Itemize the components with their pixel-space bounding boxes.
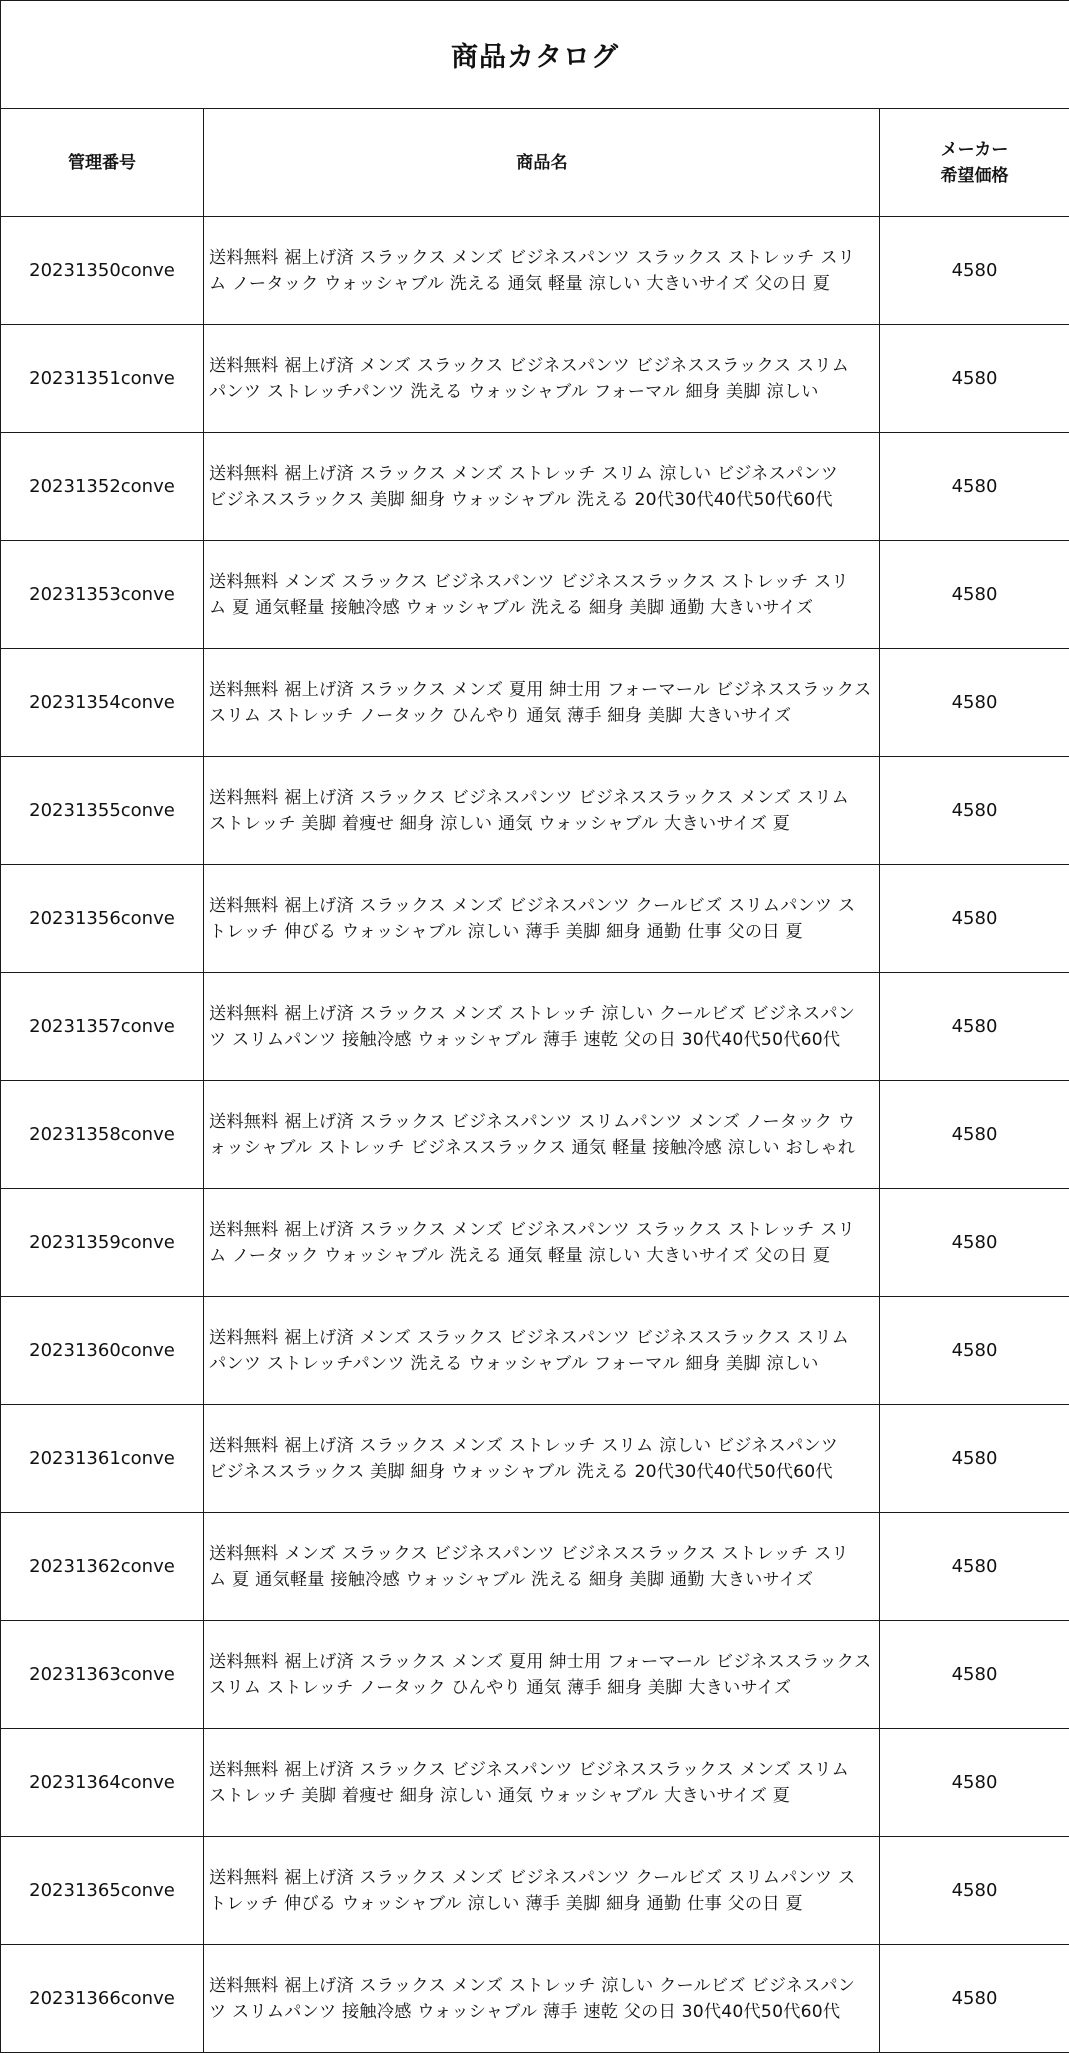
product-name	[204, 1405, 880, 1513]
product-price: 4580	[880, 1297, 1069, 1405]
product-name-line2: ツ スリムパンツ 接触冷感 ウォッシャブル 薄手 速乾 父の日 30代40代50代60代	[209, 2001, 841, 2022]
product-name-line1: 送料無料 メンズ スラックス ビジネスパンツ ビジネススラックス ストレッチ スリ	[209, 1543, 849, 1564]
table-row	[1, 325, 1069, 433]
product-price: 4580	[880, 1621, 1069, 1729]
product-id: 20231353conve	[1, 541, 204, 649]
product-name-line2: ム ノータック ウォッシャブル 洗える 通気 軽量 涼しい 大きいサイズ 父の日 夏	[209, 1245, 831, 1266]
table-row	[1, 541, 1069, 649]
table-row	[1, 1189, 1069, 1297]
product-price: 4580	[880, 865, 1069, 973]
product-name-line2: ム 夏 通気軽量 接触冷感 ウォッシャブル 洗える 細身 美脚 通勤 大きいサイズ	[209, 1569, 814, 1590]
product-name-line2: ストレッチ 美脚 着痩せ 細身 涼しい 通気 ウォッシャブル 大きいサイズ 夏	[209, 813, 791, 834]
product-name-line1: 送料無料 裾上げ済 スラックス メンズ 夏用 紳士用 フォーマール ビジネススラックス	[209, 1651, 872, 1672]
product-price: 4580	[880, 1837, 1069, 1945]
product-name-line1: 送料無料 裾上げ済 スラックス メンズ ストレッチ スリム 涼しい ビジネスパンツ	[209, 1435, 839, 1456]
product-name	[204, 1945, 880, 2053]
header-id: 管理番号	[1, 109, 204, 217]
product-name	[204, 1837, 880, 1945]
product-id: 20231359conve	[1, 1189, 204, 1297]
product-name-line2: スリム ストレッチ ノータック ひんやり 通気 薄手 細身 美脚 大きいサイズ	[209, 1677, 792, 1698]
product-id: 20231358conve	[1, 1081, 204, 1189]
product-price: 4580	[880, 973, 1069, 1081]
table-row	[1, 649, 1069, 757]
table-row	[1, 865, 1069, 973]
product-name-line2: パンツ ストレッチパンツ 洗える ウォッシャブル フォーマル 細身 美脚 涼しい	[209, 1353, 819, 1374]
product-name-line1: 送料無料 裾上げ済 メンズ スラックス ビジネスパンツ ビジネススラックス スリム	[209, 355, 849, 376]
product-name	[204, 1081, 880, 1189]
table-row	[1, 217, 1069, 325]
header-name: 商品名	[204, 109, 880, 217]
product-name	[204, 541, 880, 649]
product-name	[204, 649, 880, 757]
product-price: 4580	[880, 1081, 1069, 1189]
product-name	[204, 865, 880, 973]
product-name-line2: ム 夏 通気軽量 接触冷感 ウォッシャブル 洗える 細身 美脚 通勤 大きいサイズ	[209, 597, 814, 618]
table-row	[1, 1081, 1069, 1189]
product-id: 20231366conve	[1, 1945, 204, 2053]
product-name-line2: スリム ストレッチ ノータック ひんやり 通気 薄手 細身 美脚 大きいサイズ	[209, 705, 792, 726]
product-name-line2: パンツ ストレッチパンツ 洗える ウォッシャブル フォーマル 細身 美脚 涼しい	[209, 381, 819, 402]
product-name	[204, 325, 880, 433]
table-row	[1, 1405, 1069, 1513]
product-id: 20231363conve	[1, 1621, 204, 1729]
product-price: 4580	[880, 541, 1069, 649]
product-name-line1: 送料無料 裾上げ済 スラックス ビジネスパンツ ビジネススラックス メンズ スリム	[209, 1759, 849, 1780]
header-price	[880, 109, 1069, 217]
header-price-line2: 希望価格	[940, 165, 1009, 186]
product-name-line2: トレッチ 伸びる ウォッシャブル 涼しい 薄手 美脚 細身 通勤 仕事 父の日 夏	[209, 1893, 803, 1914]
product-name-line1: 送料無料 裾上げ済 スラックス メンズ ビジネスパンツ クールビズ スリムパンツ ス	[209, 1867, 856, 1888]
product-name-line2: ォッシャブル ストレッチ ビジネススラックス 通気 軽量 接触冷感 涼しい おしゃれ	[209, 1137, 855, 1158]
product-name-line1: 送料無料 裾上げ済 スラックス メンズ ストレッチ 涼しい クールビズ ビジネスパン	[209, 1003, 856, 1024]
product-name-line1: 送料無料 裾上げ済 スラックス メンズ ビジネスパンツ クールビズ スリムパンツ ス	[209, 895, 856, 916]
product-id: 20231364conve	[1, 1729, 204, 1837]
product-price: 4580	[880, 1729, 1069, 1837]
product-name-line1: 送料無料 裾上げ済 スラックス ビジネスパンツ スリムパンツ メンズ ノータック ウ	[209, 1111, 856, 1132]
product-id: 20231362conve	[1, 1513, 204, 1621]
product-name	[204, 1513, 880, 1621]
table-row	[1, 1513, 1069, 1621]
product-id: 20231356conve	[1, 865, 204, 973]
product-id: 20231365conve	[1, 1837, 204, 1945]
header-price-line1: メーカー	[940, 139, 1009, 160]
product-price: 4580	[880, 649, 1069, 757]
table-row	[1, 1729, 1069, 1837]
product-name	[204, 1729, 880, 1837]
table-row	[1, 433, 1069, 541]
product-name	[204, 973, 880, 1081]
product-name	[204, 217, 880, 325]
product-id: 20231360conve	[1, 1297, 204, 1405]
product-name-line1: 送料無料 裾上げ済 スラックス メンズ ストレッチ スリム 涼しい ビジネスパンツ	[209, 463, 839, 484]
product-name-line2: ツ スリムパンツ 接触冷感 ウォッシャブル 薄手 速乾 父の日 30代40代50代60代	[209, 1029, 841, 1050]
product-name	[204, 433, 880, 541]
product-price: 4580	[880, 1405, 1069, 1513]
product-price: 4580	[880, 1945, 1069, 2053]
table-row	[1, 973, 1069, 1081]
product-name-line1: 送料無料 裾上げ済 スラックス メンズ 夏用 紳士用 フォーマール ビジネススラックス	[209, 679, 872, 700]
product-name	[204, 1621, 880, 1729]
product-id: 20231355conve	[1, 757, 204, 865]
product-id: 20231350conve	[1, 217, 204, 325]
product-name	[204, 757, 880, 865]
catalog-title: 商品カタログ	[1, 1, 1069, 109]
product-price: 4580	[880, 1189, 1069, 1297]
product-id: 20231361conve	[1, 1405, 204, 1513]
table-row	[1, 757, 1069, 865]
table-row	[1, 1621, 1069, 1729]
product-name	[204, 1297, 880, 1405]
product-name-line1: 送料無料 裾上げ済 スラックス ビジネスパンツ ビジネススラックス メンズ スリム	[209, 787, 849, 808]
product-id: 20231354conve	[1, 649, 204, 757]
product-name-line1: 送料無料 裾上げ済 スラックス メンズ ビジネスパンツ スラックス ストレッチ スリ	[209, 1219, 855, 1240]
product-price: 4580	[880, 757, 1069, 865]
product-name-line2: ム ノータック ウォッシャブル 洗える 通気 軽量 涼しい 大きいサイズ 父の日 夏	[209, 273, 831, 294]
product-price: 4580	[880, 217, 1069, 325]
product-id: 20231351conve	[1, 325, 204, 433]
product-price: 4580	[880, 433, 1069, 541]
product-name-line2: トレッチ 伸びる ウォッシャブル 涼しい 薄手 美脚 細身 通勤 仕事 父の日 夏	[209, 921, 803, 942]
product-name-line1: 送料無料 メンズ スラックス ビジネスパンツ ビジネススラックス ストレッチ スリ	[209, 571, 849, 592]
catalog-rows	[1, 217, 1069, 2053]
title-row	[1, 1, 1069, 109]
product-price: 4580	[880, 325, 1069, 433]
table-row	[1, 1837, 1069, 1945]
product-id: 20231352conve	[1, 433, 204, 541]
product-id: 20231357conve	[1, 973, 204, 1081]
table-row	[1, 1945, 1069, 2053]
product-price: 4580	[880, 1513, 1069, 1621]
product-name-line2: ビジネススラックス 美脚 細身 ウォッシャブル 洗える 20代30代40代50代60代	[209, 1461, 833, 1482]
product-name-line1: 送料無料 裾上げ済 スラックス メンズ ストレッチ 涼しい クールビズ ビジネスパン	[209, 1975, 856, 1996]
header-row	[1, 109, 1069, 217]
product-name-line2: ビジネススラックス 美脚 細身 ウォッシャブル 洗える 20代30代40代50代60代	[209, 489, 833, 510]
table-row	[1, 1297, 1069, 1405]
product-name-line1: 送料無料 裾上げ済 メンズ スラックス ビジネスパンツ ビジネススラックス スリム	[209, 1327, 849, 1348]
product-name-line1: 送料無料 裾上げ済 スラックス メンズ ビジネスパンツ スラックス ストレッチ スリ	[209, 247, 855, 268]
product-name	[204, 1189, 880, 1297]
product-name-line2: ストレッチ 美脚 着痩せ 細身 涼しい 通気 ウォッシャブル 大きいサイズ 夏	[209, 1785, 791, 1806]
